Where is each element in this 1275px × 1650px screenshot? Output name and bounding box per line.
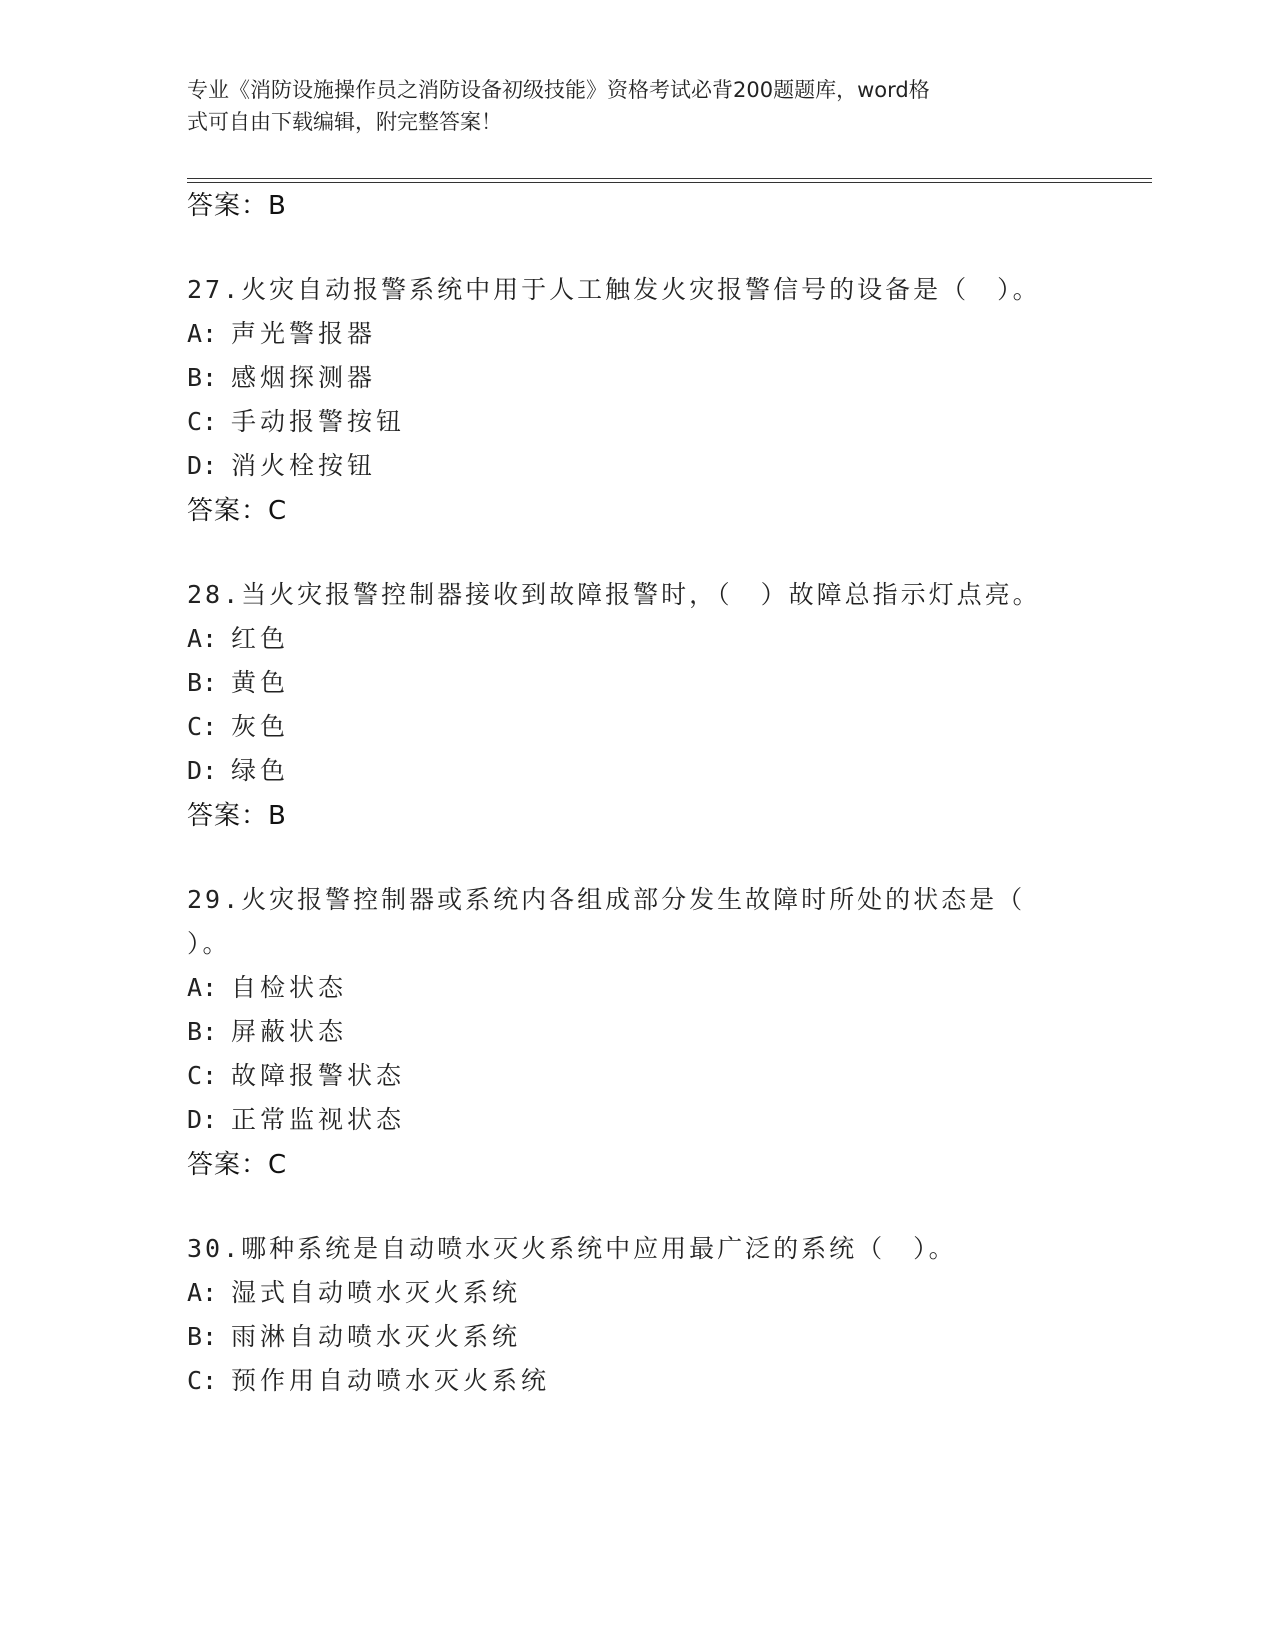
- option-letter: B:: [187, 1322, 218, 1351]
- option-text: 消火栓按钮: [231, 451, 377, 480]
- header-line-2: 式可自由下载编辑，附完整答案！: [187, 110, 502, 134]
- option-letter: B:: [187, 363, 218, 392]
- option-text: 绿色: [231, 756, 290, 785]
- option-letter: C:: [187, 407, 218, 436]
- option-text: 黄色: [231, 668, 290, 697]
- header-line-1: 专业《消防设施操作员之消防设备初级技能》资格考试必背200题题库，word格: [187, 78, 930, 102]
- question-29-option-a: [187, 971, 347, 1005]
- option-text: 灰色: [231, 712, 290, 741]
- option-text: 雨淋自动喷水灭火系统: [231, 1322, 522, 1351]
- option-text: 手动报警按钮: [231, 407, 406, 436]
- header-rule-bottom: [187, 182, 1152, 183]
- answer-28: 答案：B: [187, 801, 287, 831]
- question-29-option-d: [187, 1103, 405, 1137]
- answer-29: 答案：C: [187, 1150, 288, 1180]
- option-letter: B:: [187, 668, 218, 697]
- option-letter: D:: [187, 1105, 218, 1134]
- option-letter: A:: [187, 319, 218, 348]
- option-letter: A:: [187, 1278, 218, 1307]
- option-letter: A:: [187, 973, 218, 1002]
- option-text: 感烟探测器: [231, 363, 377, 392]
- option-letter: B:: [187, 1017, 218, 1046]
- question-28-stem: 28.当火灾报警控制器接收到故障报警时，（ ）故障总指示灯点亮。: [187, 580, 1041, 609]
- question-27-option-b: [187, 361, 376, 395]
- option-letter: A:: [187, 624, 218, 653]
- question-28-option-b: [187, 666, 289, 700]
- question-28-option-a: [187, 622, 289, 656]
- option-text: 湿式自动喷水灭火系统: [231, 1278, 522, 1307]
- question-30-option-c: [187, 1364, 550, 1398]
- option-text: 正常监视状态: [231, 1105, 406, 1134]
- answer-26: 答案：B: [187, 191, 287, 221]
- option-text: 屏蔽状态: [231, 1017, 348, 1046]
- option-letter: C:: [187, 712, 218, 741]
- question-27-option-d: [187, 449, 376, 483]
- question-30-option-a: [187, 1276, 521, 1310]
- document-header: [187, 74, 1087, 138]
- option-letter: D:: [187, 756, 218, 785]
- header-rule-top: [187, 178, 1152, 179]
- question-30-option-b: [187, 1320, 521, 1354]
- option-text: 红色: [231, 624, 290, 653]
- question-29-option-c: [187, 1059, 405, 1093]
- question-28-option-d: [187, 754, 289, 788]
- option-text: 声光警报器: [231, 319, 377, 348]
- option-letter: C:: [187, 1366, 218, 1395]
- question-29-option-b: [187, 1015, 347, 1049]
- question-27-option-a: [187, 317, 376, 351]
- option-letter: C:: [187, 1061, 218, 1090]
- question-29-stem-line-2: ）。: [187, 929, 231, 958]
- question-27-stem: 27.火灾自动报警系统中用于人工触发火灾报警信号的设备是（ ）。: [187, 275, 1041, 304]
- question-30-stem: 30.哪种系统是自动喷水灭火系统中应用最广泛的系统（ ）。: [187, 1234, 957, 1263]
- question-27-option-c: [187, 405, 405, 439]
- question-29-stem-line-1: 29.火灾报警控制器或系统内各组成部分发生故障时所处的状态是（: [187, 885, 1026, 914]
- option-letter: D:: [187, 451, 218, 480]
- option-text: 故障报警状态: [231, 1061, 406, 1090]
- question-28-option-c: [187, 710, 289, 744]
- answer-27: 答案：C: [187, 496, 288, 526]
- option-text: 预作用自动喷水灭火系统: [231, 1366, 551, 1395]
- option-text: 自检状态: [231, 973, 348, 1002]
